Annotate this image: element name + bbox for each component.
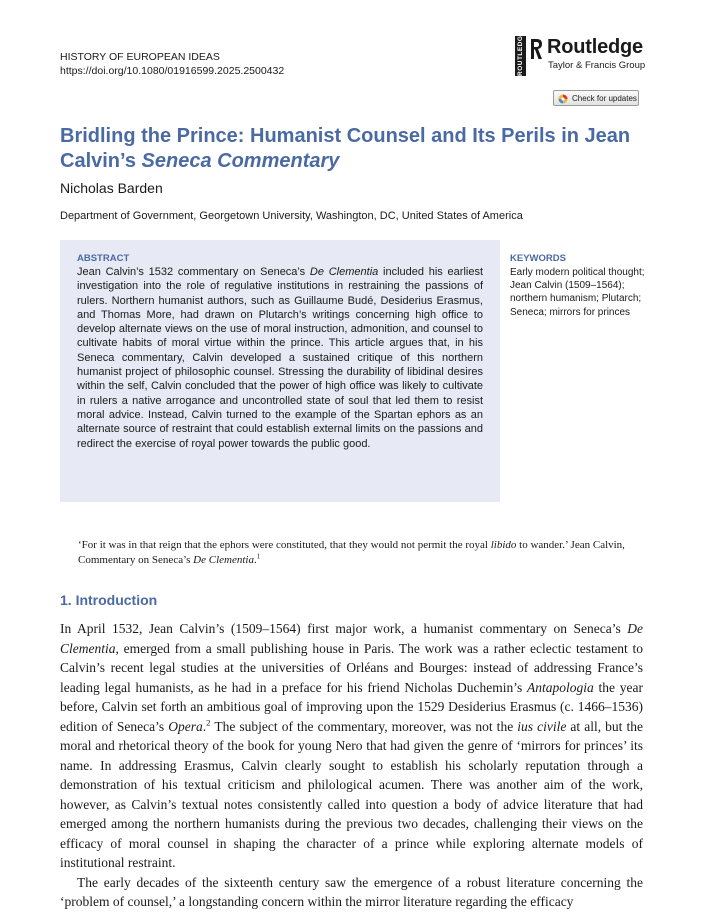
journal-header bbox=[60, 50, 284, 78]
paragraph-italic: Opera bbox=[168, 718, 203, 734]
keywords-list: Early modern political thought; Jean Calvin (1509–1564); northern humanism; Plutarch; Seneca; mirrors for princes bbox=[510, 267, 645, 318]
paragraph-text: at all, but the moral and rhetorical theory of the book for young Nero that had given the genre of ‘mirrors for princes’ its name. In addressing Erasmus, Calvin clearly sought to establish his scholarly reputation through a demonstration of his textual criticism and philological acumen. There was another aim of the work, however, as Calvin’s textual notes consistently called into question a body of advice literature that had emerged among the northern humanists during the previous two decades, challenging their views on the efficacy of moral counsel in shaping the character of a prince while exploring alternate models of institutional restraint. bbox=[60, 718, 643, 870]
abstract-box bbox=[60, 240, 500, 502]
epigraph-italic: libido bbox=[490, 539, 517, 551]
abstract-text-part: included his earliest investigation into the role of regulative institutions in restraining the passions of rulers. Northern humanist authors, such as Guillaume Budé, Desiderius Erasmus, and Thomas More, had drawn on Plutarch’s writings concerning high office to develop alternate views on the use of moral instruction, admonition, and counsel to cultivate habits of moral virtue within the prince. This article argues that, in his Seneca commentary, Calvin developed a sustained critique of this northern humanist project of philosophic counsel. Stressing the durability of libidinal desires within the self, Calvin concluded that the power of high office was likely to cultivate in rulers a native arrogance and uncontrolled state of soul that led them to resist moral advice. Instead, Calvin turned to the example of the Spartan ephors as an alternate source of restraint that could establish external limits on the passions and redirect the exercise of royal power towards the public good. bbox=[77, 266, 484, 450]
epigraph-italic: De Clementia bbox=[193, 553, 254, 566]
paragraph-italic: ius civile bbox=[517, 718, 567, 734]
paragraph-italic: Antapologia bbox=[527, 679, 594, 695]
publisher-name: Routledge bbox=[547, 36, 643, 58]
footnote-ref-1[interactable]: 1 bbox=[256, 551, 261, 560]
check-for-updates-label: Check for updates bbox=[572, 94, 637, 103]
routledge-r-icon bbox=[529, 38, 543, 60]
paragraph-text: , emerged from a small publishing house in Paris. The work was a rather eclectic testament to Calvin’s recent legal studies at the universities of Orléans and Bourges: instead of addressing France’s leading legal humanists, as he had in a preface for his friend Nicholas Duchemin’s bbox=[60, 640, 643, 695]
journal-doi-link[interactable]: https://doi.org/10.1080/01916599.2025.2500432 bbox=[60, 65, 285, 77]
abstract-text bbox=[77, 265, 483, 451]
paragraph-text: . bbox=[202, 718, 207, 734]
publisher-stack-mark: ROUTLEDGE bbox=[517, 30, 524, 76]
paragraph-text: the year before, Calvin set forth an ambitious goal of improving upon the 1529 Desiderius Erasmus (c. 1466–1536) edition of Seneca’s bbox=[60, 679, 643, 734]
epigraph-text: . bbox=[253, 553, 257, 566]
keywords-panel bbox=[510, 253, 650, 319]
footnote-ref-2[interactable]: 2 bbox=[206, 717, 211, 727]
author-name[interactable]: Nicholas Barden bbox=[60, 180, 163, 196]
paragraph-text: The subject of the commentary, moreover, was not the bbox=[210, 718, 518, 734]
article-title bbox=[60, 124, 650, 174]
epigraph bbox=[78, 538, 643, 567]
publisher-group: Taylor & Francis Group bbox=[548, 60, 646, 71]
publisher-logo bbox=[515, 30, 655, 76]
abstract-text-part: Jean Calvin’s 1532 commentary on Seneca’s bbox=[77, 266, 310, 278]
keywords-heading: KEYWORDS bbox=[510, 253, 566, 264]
paragraph-1 bbox=[60, 619, 643, 873]
paragraph-italic: De Clementia bbox=[60, 621, 643, 656]
check-for-updates-button[interactable] bbox=[553, 90, 639, 106]
section-heading-introduction: 1. Introduction bbox=[60, 592, 158, 608]
epigraph-text: ‘For it was in that reign that the ephors were constituted, that they would not permit the royal bbox=[78, 539, 491, 551]
body-text bbox=[60, 619, 643, 912]
journal-name: HISTORY OF EUROPEAN IDEAS bbox=[60, 51, 220, 63]
paragraph-text: In April 1532, Jean Calvin’s (1509–1564) first major work, a humanist commentary on Seneca’s bbox=[60, 621, 628, 636]
crossmark-icon bbox=[558, 94, 568, 104]
paragraph-2: The early decades of the sixteenth century saw the emergence of a robust literature concerning the ‘problem of counsel,’ a longstanding concern within the mirror literature regarding the efficacy bbox=[60, 874, 643, 909]
article-title-italic: Seneca Commentary bbox=[141, 150, 340, 172]
epigraph-text: to wander.’ Jean Calvin, Commentary on Seneca’s bbox=[78, 539, 625, 566]
abstract-heading: ABSTRACT bbox=[77, 253, 130, 264]
author-affiliation: Department of Government, Georgetown University, Washington, DC, United States of America bbox=[60, 210, 523, 222]
article-title-main: Bridling the Prince: Humanist Counsel and Its Perils in Jean Calvin’s bbox=[60, 125, 631, 172]
abstract-text-italic: De Clementia bbox=[309, 266, 379, 278]
